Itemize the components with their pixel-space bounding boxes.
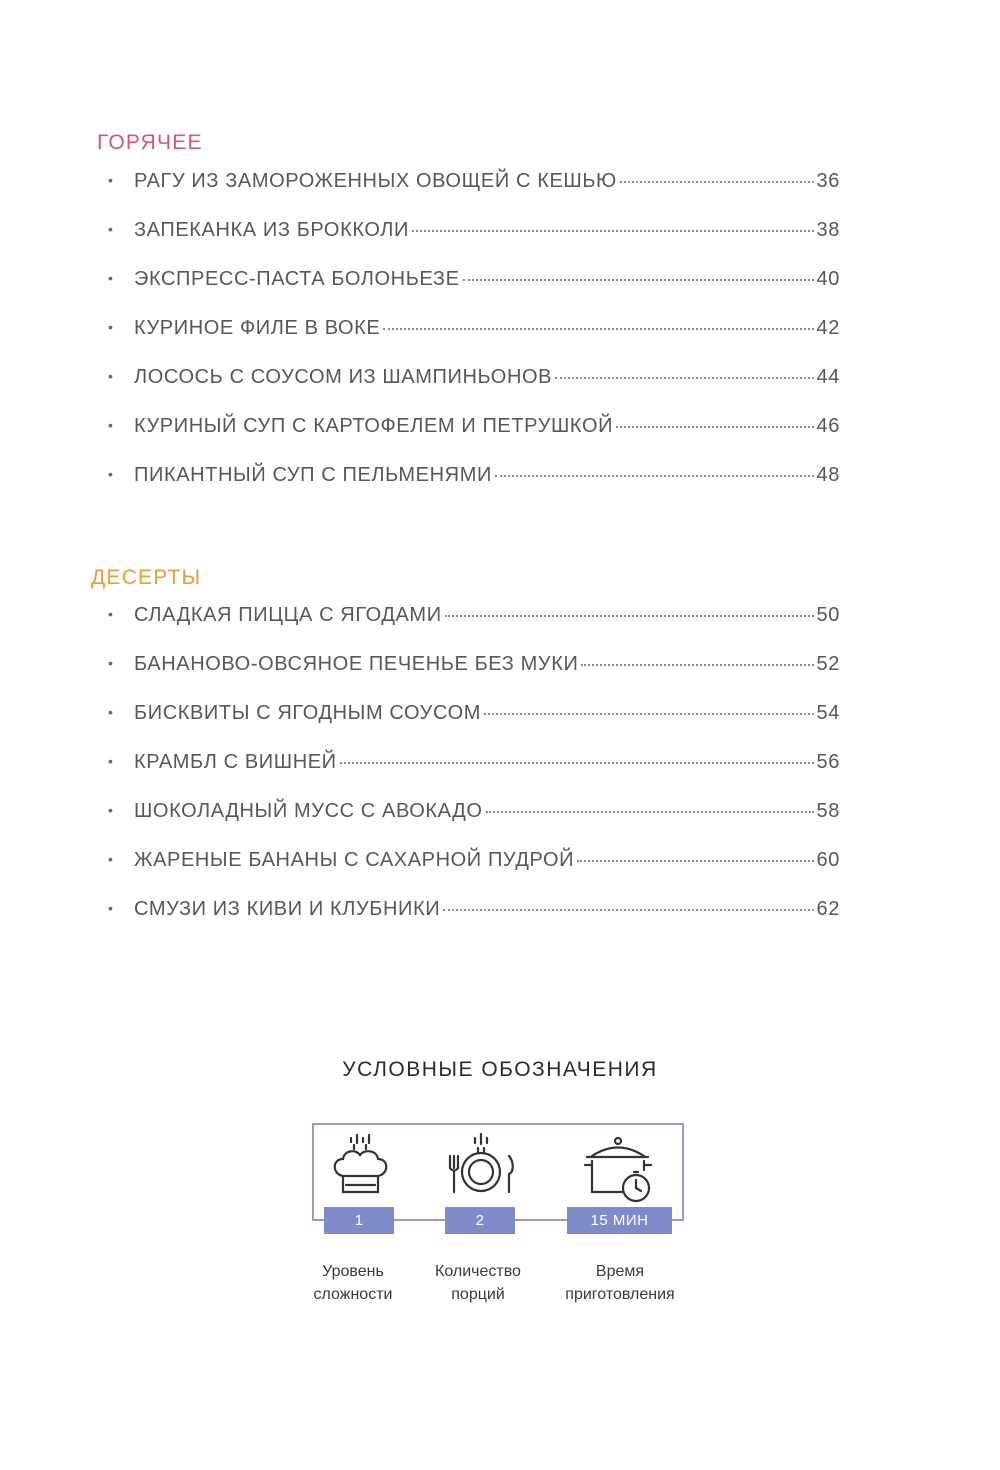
- toc-item-title: КУРИНЫЙ СУП С КАРТОФЕЛЕМ И ПЕТРУШКОЙ: [134, 415, 614, 437]
- toc-item-page-number: 48: [816, 464, 840, 486]
- dot-leader: [616, 425, 813, 428]
- dot-leader: [486, 810, 814, 813]
- dot-leader: [412, 229, 814, 232]
- toc-item-page-number: 42: [816, 317, 840, 339]
- toc-item[interactable]: [108, 366, 840, 415]
- toc-item[interactable]: [108, 464, 840, 513]
- toc-item-title: ЗАПЕКАНКА ИЗ БРОККОЛИ: [134, 219, 409, 241]
- plate-cutlery-icon: [443, 1130, 519, 1200]
- dot-leader: [495, 474, 814, 477]
- toc-list-desserts: [108, 604, 840, 947]
- toc-item-page-number: 46: [816, 415, 840, 437]
- dot-leader: [555, 376, 813, 379]
- bullet-icon: •: [108, 851, 114, 867]
- dot-leader: [581, 663, 813, 666]
- toc-item-title: БИСКВИТЫ С ЯГОДНЫМ СОУСОМ: [134, 702, 482, 724]
- dot-leader: [620, 180, 814, 183]
- bullet-icon: •: [108, 655, 114, 671]
- toc-item[interactable]: [108, 751, 840, 800]
- bullet-icon: •: [108, 270, 114, 286]
- toc-item[interactable]: [108, 800, 840, 849]
- bullet-icon: •: [108, 802, 114, 818]
- toc-item-title: ЖАРЕНЫЕ БАНАНЫ С САХАРНОЙ ПУДРОЙ: [134, 849, 575, 871]
- bullet-icon: •: [108, 417, 114, 433]
- toc-item-page-number: 58: [816, 800, 840, 822]
- toc-item-page-number: 38: [816, 219, 840, 241]
- bullet-icon: •: [108, 368, 114, 384]
- toc-item[interactable]: [108, 415, 840, 464]
- pot-timer-icon: [584, 1134, 658, 1206]
- dot-leader: [445, 614, 814, 617]
- bullet-icon: •: [108, 606, 114, 622]
- bullet-icon: •: [108, 172, 114, 188]
- dot-leader: [383, 327, 813, 330]
- toc-item-page-number: 52: [816, 653, 840, 675]
- bullet-icon: •: [108, 753, 114, 769]
- cook-time-badge: 15 МИН: [567, 1207, 672, 1234]
- toc-item-title: ЛОСОСЬ С СОУСОМ ИЗ ШАМПИНЬОНОВ: [134, 366, 553, 388]
- toc-item-title: СМУЗИ ИЗ КИВИ И КЛУБНИКИ: [134, 898, 441, 920]
- toc-item-title: ЭКСПРЕСС-ПАСТА БОЛОНЬЕЗЕ: [134, 268, 460, 290]
- servings-badge: 2: [445, 1207, 515, 1234]
- bullet-icon: •: [108, 319, 114, 335]
- toc-item-page-number: 44: [816, 366, 840, 388]
- toc-item-title: СЛАДКАЯ ПИЦЦА С ЯГОДАМИ: [134, 604, 442, 626]
- toc-item-page-number: 50: [816, 604, 840, 626]
- toc-item-page-number: 36: [816, 170, 840, 192]
- toc-item-title: БАНАНОВО-ОВСЯНОЕ ПЕЧЕНЬЕ БЕЗ МУКИ: [134, 653, 579, 675]
- bullet-icon: •: [108, 466, 114, 482]
- toc-item[interactable]: [108, 219, 840, 268]
- bullet-icon: •: [108, 221, 114, 237]
- toc-item-page-number: 56: [816, 751, 840, 773]
- dot-leader: [577, 859, 813, 862]
- toc-item[interactable]: [108, 317, 840, 366]
- section-title-hot: ГОРЯЧЕЕ: [97, 131, 203, 154]
- servings-caption: Количество порций: [435, 1263, 521, 1303]
- toc-item-title: КУРИНОЕ ФИЛЕ В ВОКЕ: [134, 317, 381, 339]
- legend-title: УСЛОВНЫЕ ОБОЗНАЧЕНИЯ: [342, 1058, 658, 1081]
- dot-leader: [340, 761, 814, 764]
- cook-time-caption: Время приготовления: [565, 1263, 675, 1303]
- toc-item-page-number: 54: [816, 702, 840, 724]
- toc-item-title: РАГУ ИЗ ЗАМОРОЖЕННЫХ ОВОЩЕЙ С КЕШЬЮ: [134, 170, 617, 192]
- chef-hat-icon: [326, 1132, 396, 1202]
- dot-leader: [443, 908, 813, 911]
- toc-item[interactable]: [108, 653, 840, 702]
- toc-item[interactable]: [108, 849, 840, 898]
- toc-item-title: ПИКАНТНЫЙ СУП С ПЕЛЬМЕНЯМИ: [134, 464, 492, 486]
- toc-item-title: ШОКОЛАДНЫЙ МУСС С АВОКАДО: [134, 800, 483, 822]
- toc-item-title: КРАМБЛ С ВИШНЕЙ: [134, 751, 337, 773]
- dot-leader: [463, 278, 814, 281]
- difficulty-caption: Уровень сложности: [313, 1263, 393, 1303]
- toc-item-page-number: 40: [816, 268, 840, 290]
- toc-item[interactable]: [108, 702, 840, 751]
- toc-item-page-number: 60: [816, 849, 840, 871]
- bullet-icon: •: [108, 900, 114, 916]
- toc-item[interactable]: [108, 170, 840, 219]
- bullet-icon: •: [108, 704, 114, 720]
- difficulty-badge: 1: [324, 1207, 394, 1234]
- toc-item-page-number: 62: [816, 898, 840, 920]
- toc-item[interactable]: [108, 898, 840, 947]
- toc-list-hot: [108, 170, 840, 513]
- section-title-desserts: ДЕСЕРТЫ: [91, 566, 202, 589]
- toc-item[interactable]: [108, 604, 840, 653]
- toc-item[interactable]: [108, 268, 840, 317]
- dot-leader: [484, 712, 814, 715]
